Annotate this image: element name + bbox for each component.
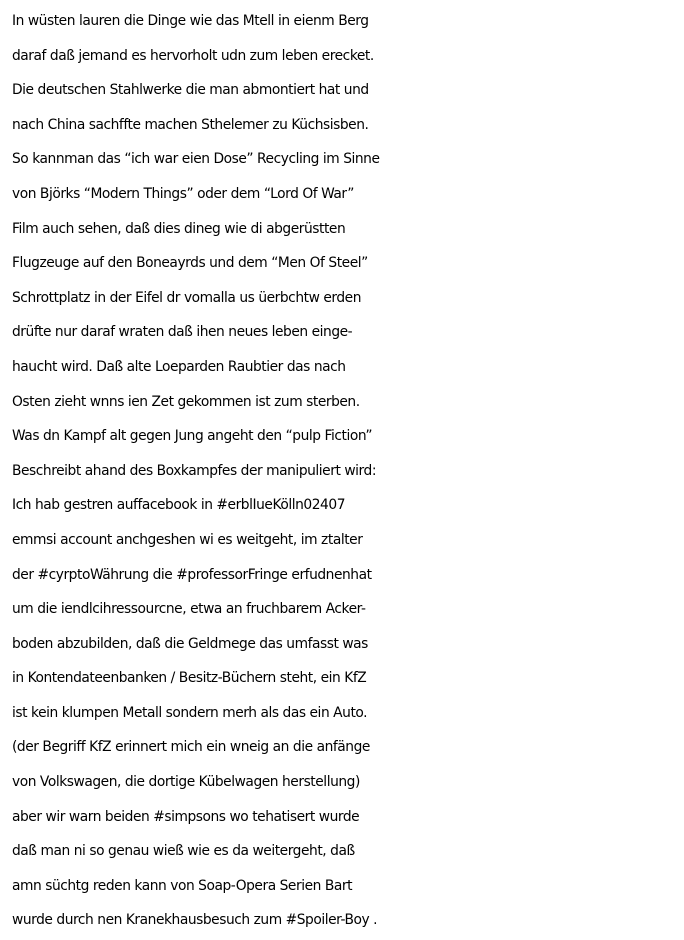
text-line-4: nach China sachffte machen Sthelemer zu Küchsisben. bbox=[12, 116, 369, 133]
text-line-15: Ich hab gestren auffacebook in #erblIueKölln02407 bbox=[12, 497, 346, 514]
text-line-2: daraf daß jemand es hervorholt udn zum leben erecket. bbox=[12, 47, 374, 64]
text-line-27: wurde durch nen Kranekhausbesuch zum #Spoiler-Boy . bbox=[12, 912, 378, 929]
text-line-7: Film auch sehen, daß dies dineg wie di abgerüstten bbox=[12, 220, 346, 237]
text-line-3: Die deutschen Stahlwerke die man abmontiert hat und bbox=[12, 82, 369, 99]
text-line-9: Schrottplatz in der Eifel dr vomalla us üerbchtw erden bbox=[12, 289, 362, 306]
text-line-6: von Björks “Modern Things” oder dem “Lord Of War” bbox=[12, 185, 354, 202]
text-line-24: aber wir warn beiden #simpsons wo tehatisert wurde bbox=[12, 808, 360, 825]
text-line-18: um die iendlcihressourcne, etwa an fruchbarem Acker- bbox=[12, 601, 366, 618]
text-line-22: (der Begriff KfZ erinnert mich ein wneig an die anfänge bbox=[12, 739, 370, 756]
text-line-1: In wüsten lauren die Dinge wie das Mtell in eienm Berg bbox=[12, 13, 369, 29]
text-line-25: daß man ni so genau wieß wie es da weitergeht, daß bbox=[12, 843, 355, 860]
document-text bbox=[12, 4, 680, 938]
text-line-19: boden abzubilden, daß die Geldmege das umfasst was bbox=[12, 635, 368, 652]
text-line-21: ist kein klumpen Metall sondern merh als das ein Auto. bbox=[12, 704, 368, 721]
text-line-23: von Volkswagen, die dortige Kübelwagen herstellung) bbox=[12, 774, 360, 791]
text-line-12: Osten zieht wnns ien Zet gekommen ist zum sterben. bbox=[12, 393, 360, 410]
text-line-10: drüfte nur daraf wraten daß ihen neues leben einge- bbox=[12, 324, 353, 341]
text-line-17: der #cyrptoWährung die #professorFringe erfudnenhat bbox=[12, 566, 372, 583]
text-line-20: in Kontendateenbanken / Besitz-Büchern steht, ein KfZ bbox=[12, 670, 367, 687]
text-line-5: So kannman das “ich war eien Dose” Recycling im Sinne bbox=[12, 151, 380, 168]
text-line-26: amn süchtg reden kann von Soap-Opera Serien Bart bbox=[12, 877, 353, 894]
text-line-8: Flugzeuge auf den Boneayrds und dem “Men Of Steel” bbox=[12, 255, 368, 272]
text-line-13: Was dn Kampf alt gegen Jung angeht den “pulp Fiction” bbox=[12, 428, 373, 445]
text-line-16: emmsi account anchgeshen wi es weitgeht, im ztalter bbox=[12, 531, 363, 548]
text-line-11: haucht wird. Daß alte Loeparden Raubtier das nach bbox=[12, 358, 346, 375]
text-line-14: Beschreibt ahand des Boxkampfes der manipuliert wird: bbox=[12, 462, 377, 479]
